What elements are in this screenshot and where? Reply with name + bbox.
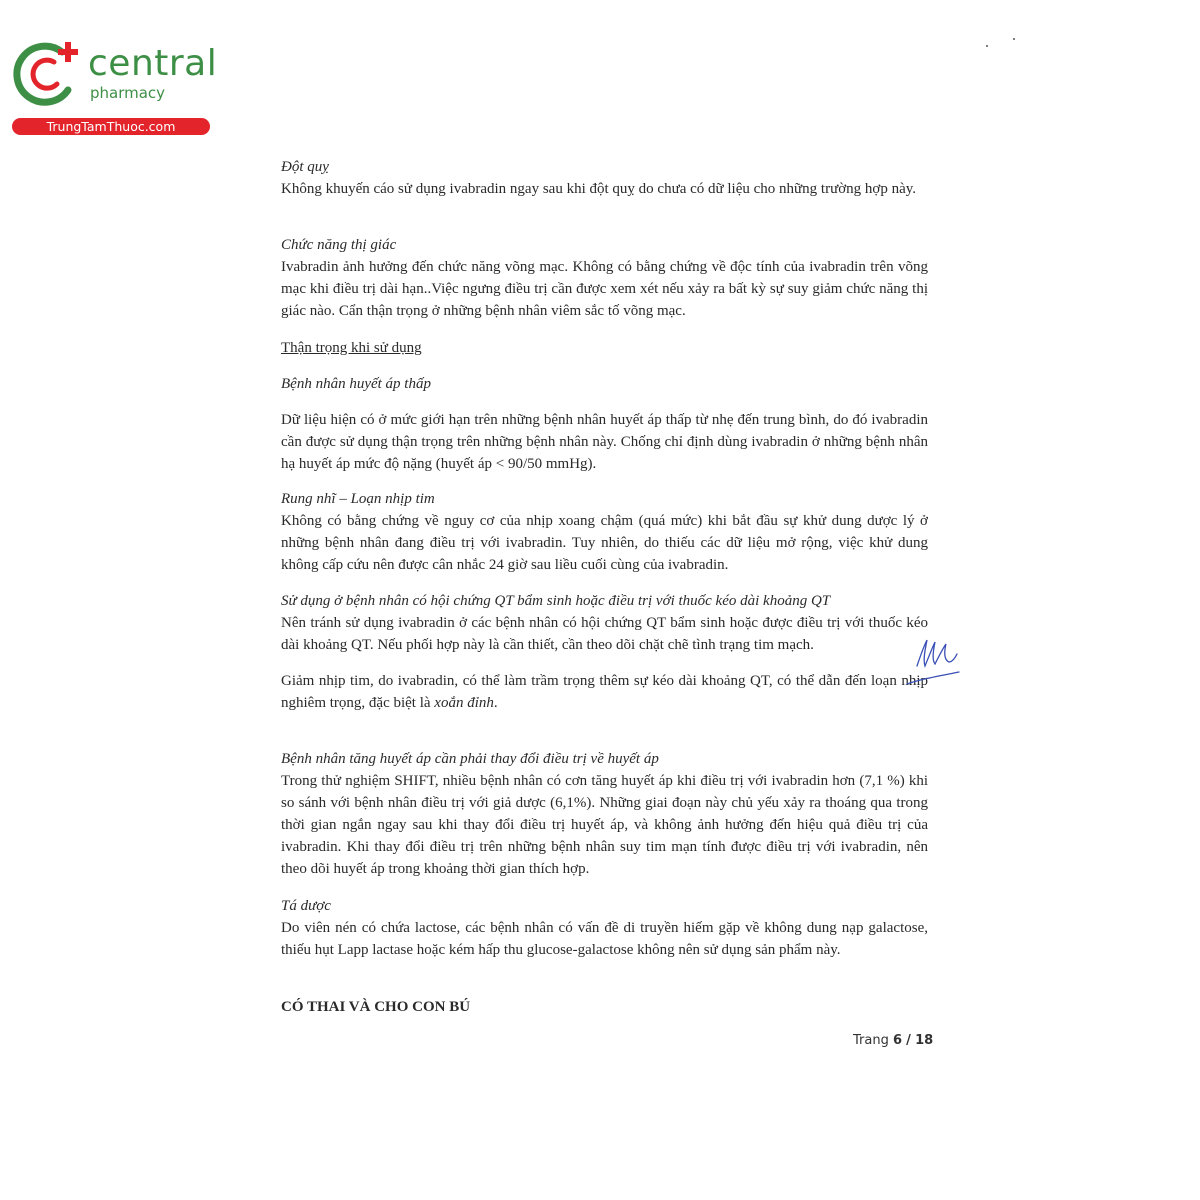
section-af [281, 488, 928, 576]
pharmacy-cross-icon [10, 38, 86, 110]
scan-specks [983, 35, 1023, 51]
section-stroke [281, 156, 928, 200]
section-title: Tá dược [281, 898, 331, 914]
section-title: Rung nhĩ – Loạn nhịp tim [281, 491, 435, 507]
page-number [853, 1033, 933, 1048]
logo-brand-name: central [88, 43, 218, 84]
page-total: 18 [915, 1033, 934, 1048]
section-title: Bệnh nhân tăng huyết áp cần phải thay đổi điều trị về huyết áp [281, 751, 659, 767]
section-body: Do viên nén có chứa lactose, các bệnh nhân có vấn đề di truyền hiếm gặp về không dung nạp galactose, thiếu hụt Lapp lactase hoặc kém hấp thu glucose-galactose không nên sử dụng sản phẩm này. [281, 920, 928, 958]
section-title: Sử dụng ở bệnh nhân có hội chứng QT bẩm sinh hoặc điều trị với thuốc kéo dài khoảng QT [281, 593, 831, 609]
body-emphasis: xoắn đỉnh [434, 695, 494, 711]
logo-url-badge: TrungTamThuoc.com [12, 118, 210, 135]
section-body-continued [281, 670, 928, 714]
handwritten-signature [905, 632, 965, 690]
section-excipients [281, 895, 928, 961]
page-current: 6 [892, 1033, 903, 1048]
body-text-end: . [493, 695, 498, 711]
body-text: Giảm nhịp tim, do ivabradin, có thể làm trầm trọng thêm sự kéo dài khoảng QT, có thể dẫn đến loạn nhịp nghiêm trọng, đặc biệt là [281, 673, 928, 711]
section-qt [281, 590, 928, 714]
section-body: Ivabradin ảnh hưởng đến chức năng võng mạc. Không có bằng chứng về độc tính của ivabradin trên võng mạc khi điều trị dài hạn..Việc ngưng điều trị cần được xem xét nếu xảy ra bất kỳ sự suy giảm chức năng thị giác nào. Cẩn thận trọng ở những bệnh nhân viêm sắc tố võng mạc. [281, 259, 928, 319]
section-title: Đột quỵ [281, 159, 329, 175]
section-body: Nên tránh sử dụng ivabradin ở các bệnh nhân có hội chứng QT bẩm sinh hoặc được điều trị với thuốc kéo dài khoảng QT. Nếu phối hợp này là cần thiết, cần theo dõi chặt chẽ tình trạng tim mạch. [281, 615, 928, 653]
section-vision [281, 234, 928, 322]
section-body: Không khuyến cáo sử dụng ivabradin ngay sau khi đột quỵ do chưa có dữ liệu cho những trường hợp này. [281, 181, 917, 197]
section-body: Dữ liệu hiện có ở mức giới hạn trên những bệnh nhân huyết áp thấp từ nhẹ đến trung bình, do đó ivabradin cần được sử dụng thận trọng trên những bệnh nhân này. Chống chỉ định dùng ivabradin ở những bệnh nhân hạ huyết áp mức độ nặng (huyết áp < 90/50 mmHg). [281, 412, 928, 472]
heading-text: CÓ THAI VÀ CHO CON BÚ [281, 999, 471, 1015]
section-body: Không có bằng chứng về nguy cơ của nhịp xoang chậm (quá mức) khi bắt đầu sự khử dung dược lý ở những bệnh nhân đang điều trị với ivabradin. Tuy nhiên, do thiếu các dữ liệu mở rộng, việc khử dung không cấp cứu nên được cân nhắc 24 giờ sau liều cuối cùng của ivabradin. [281, 513, 928, 573]
logo-subtitle: pharmacy [90, 84, 166, 102]
heading-text: Thận trọng khi sử dụng [281, 340, 422, 356]
section-title: Chức năng thị giác [281, 237, 397, 253]
central-pharmacy-logo [10, 38, 218, 138]
section-body: Trong thử nghiệm SHIFT, nhiều bệnh nhân có cơn tăng huyết áp khi điều trị với ivabradin hơn (7,1 %) khi so sánh với bệnh nhân điều trị với giả dược (6,1%). Những giai đoạn này chủ yếu xảy ra thoáng qua trong thời gian ngắn ngay sau khi thay đổi điều trị huyết áp, và không ảnh hưởng đến hiệu quả điều trị của ivabradin. Khi thay đổi điều trị trên những bệnh nhân suy tim mạn tính được điều trị với ivabradin, nên theo dõi huyết áp trong khoảng thời gian thích hợp. [281, 773, 928, 877]
section-title: Bệnh nhân huyết áp thấp [281, 376, 431, 392]
section-hypertension [281, 748, 928, 880]
pregnancy-heading [281, 996, 928, 1018]
precautions-heading [281, 337, 928, 359]
section-hypotension [281, 373, 928, 475]
page-separator: / [906, 1033, 911, 1048]
page-label: Trang [853, 1033, 889, 1048]
